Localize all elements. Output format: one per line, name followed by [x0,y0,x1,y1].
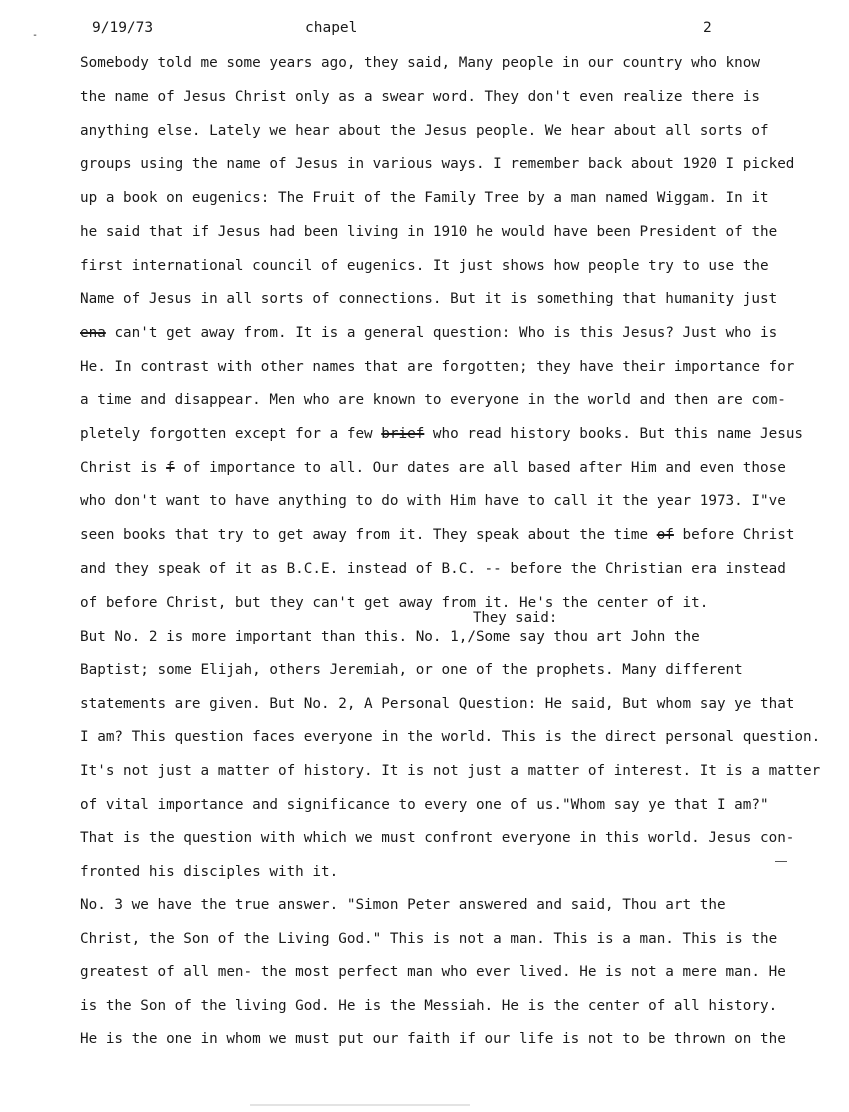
text-line: is the Son of the living God. He is the Messiah. He is the center of all history. [80,998,778,1014]
text-line: fronted his disciples with it. [80,864,339,880]
text-fragment: pletely forgotten except for a few [80,426,373,442]
handwritten-insert: They said: [473,610,558,626]
text-fragment: seen books that try to get away from it. They speak about the time [80,527,649,543]
text-line [80,325,777,341]
text-line: he said that if Jesus had been living in 1910 he would have been President of the [80,224,778,240]
text-line: I am? This question faces everyone in the world. This is the direct personal question. [80,729,821,745]
text-line: groups using the name of Jesus in various ways. I remember back about 1920 I picked [80,156,795,172]
struck-word: f [166,460,175,476]
text-line: up a book on eugenics: The Fruit of the Family Tree by a man named Wiggam. In it [80,190,769,206]
text-line [80,460,786,476]
text-fragment: Christ is [80,460,158,476]
struck-word: brief [381,426,425,442]
text-line: He is the one in whom we must put our faith if our life is not to be thrown on the [80,1031,786,1047]
text-line: statements are given. But No. 2, A Personal Question: He said, But whom say ye that [80,696,795,712]
text-fragment: can't get away from. It is a general question: Who is this Jesus? Just who is [114,325,778,341]
text-line: and they speak of it as B.C.E. instead of B.C. -- before the Christian era instead [80,561,786,577]
text-line: anything else. Lately we hear about the Jesus people. We hear about all sorts of [80,123,769,139]
text-line: who don't want to have anything to do with Him have to call it the year 1973. I"ve [80,493,786,509]
header-date: 9/19/73 [92,20,154,36]
scan-artifact [250,1104,470,1106]
text-fragment: before Christ [682,527,795,543]
text-line [80,426,803,442]
header-title: chapel [305,20,358,36]
text-line: That is the question with which we must confront everyone in this world. Jesus con- [80,830,795,846]
text-line: of vital importance and significance to every one of us."Whom say ye that I am?" [80,797,769,813]
text-line: Baptist; some Elijah, others Jeremiah, or one of the prophets. Many different [80,662,743,678]
text-line [80,527,794,543]
text-line: Name of Jesus in all sorts of connections. But it is something that humanity just [80,291,778,307]
struck-word: ena [80,325,106,341]
text-line: Somebody told me some years ago, they said, Many people in our country who know [80,55,760,71]
header-page-number: 2 [703,20,712,36]
text-line: of before Christ, but they can't get away from it. He's the center of it. [80,595,709,611]
text-line: the name of Jesus Christ only as a swear word. They don't even realize there is [80,89,760,105]
text-line: No. 3 we have the true answer. "Simon Peter answered and said, Thou art the [80,897,726,913]
text-line: He. In contrast with other names that are forgotten; they have their importance for [80,359,795,375]
text-fragment: of importance to all. Our dates are all based after Him and even those [183,460,786,476]
text-line: a time and disappear. Men who are known to everyone in the world and then are com- [80,392,786,408]
text-line: greatest of all men- the most perfect man who ever lived. He is not a mere man. He [80,964,786,980]
text-line: Christ, the Son of the Living God." This is not a man. This is a man. This is the [80,931,778,947]
text-line: It's not just a matter of history. It is not just a matter of interest. It is a matter [80,763,821,779]
margin-dash [775,861,787,862]
margin-mark: - [32,30,39,41]
text-line: But No. 2 is more important than this. No. 1,/Some say thou art John the [80,629,700,645]
text-line: first international council of eugenics. It just shows how people try to use the [80,258,769,274]
struck-word: of [656,527,674,543]
text-fragment: who read history books. But this name Jesus [432,426,804,442]
